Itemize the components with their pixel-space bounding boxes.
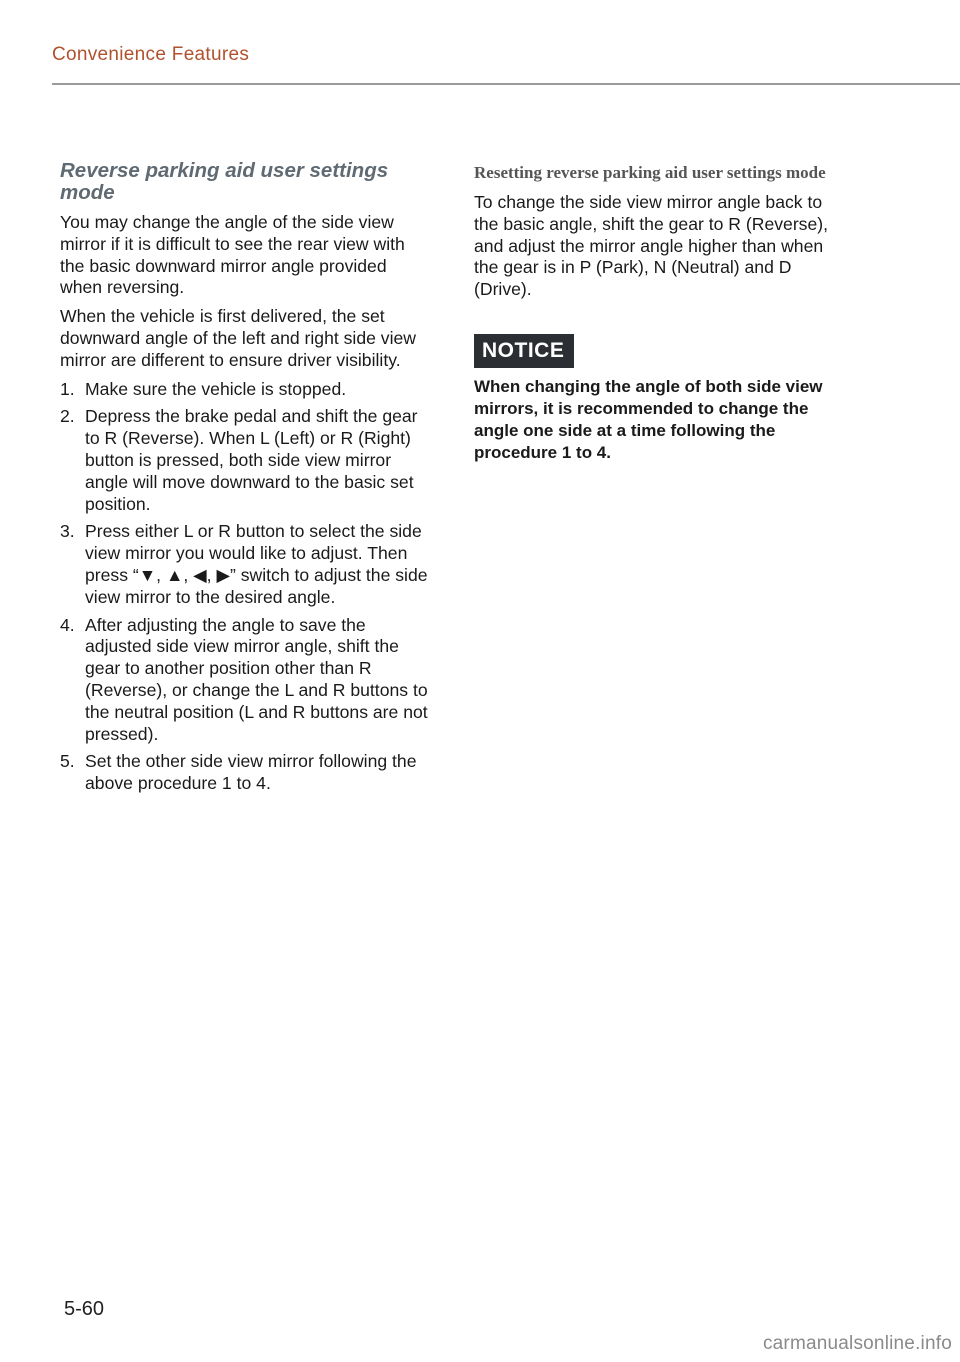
- notice-text: When changing the angle of both side view mirrors, it is recommended to change the angle one side at a time following the procedure 1 to 4.: [474, 376, 823, 462]
- section-header-title: Convenience Features: [52, 44, 250, 65]
- step-number: 3.: [60, 521, 75, 542]
- site-watermark: carmanualsonline.info: [762, 1333, 952, 1354]
- step-text: After adjusting the angle to save the adjusted side view mirror angle, shift the gear to another position other than R (Reverse), or change the L and R buttons to the neutral position (L and R buttons are not pressed).: [85, 614, 428, 744]
- procedure-step: [60, 521, 430, 608]
- procedure-steps-list: [60, 379, 430, 795]
- step-text: Press either L or R button to select the side view mirror you would like to adjust. Then press “▼, ▲, ◀, ▶” switch to adjust the side view mirror to the desired angle.: [85, 521, 428, 607]
- resetting-paragraph: To change the side view mirror angle back to the basic angle, shift the gear to R (Reverse), and adjust the mirror angle higher than when the gear is in P (Park), N (Neutral) and D (Drive).: [474, 192, 829, 300]
- page-number: 5-60: [64, 1298, 105, 1320]
- notice-label: NOTICE: [474, 334, 574, 368]
- step-number: 5.: [60, 751, 75, 772]
- step-text: Depress the brake pedal and shift the gear to R (Reverse). When L (Left) or R (Right) button is pressed, both side view mirror angle will move downward to the basic set position.: [85, 406, 418, 514]
- header-divider: [52, 83, 960, 85]
- intro-paragraph-2: When the vehicle is first delivered, the set downward angle of the left and right side view mirror are different to ensure driver visibility.: [60, 306, 416, 370]
- procedure-step: [60, 406, 430, 515]
- step-number: 1.: [60, 378, 75, 399]
- step-number: 4.: [60, 614, 75, 635]
- procedure-step: [60, 379, 430, 401]
- intro-paragraph-1: You may change the angle of the side view mirror if it is difficult to see the rear view with the basic downward mirror angle provided when reversing.: [60, 212, 405, 298]
- step-text: Set the other side view mirror following the above procedure 1 to 4.: [85, 751, 417, 794]
- reverse-parking-aid-heading: Reverse parking aid user settings mode: [60, 159, 389, 204]
- left-column: [60, 160, 430, 801]
- right-column: [474, 162, 846, 464]
- procedure-step: [60, 615, 430, 746]
- resetting-mode-heading: Resetting reverse parking aid user settings mode: [474, 163, 826, 182]
- step-text: Make sure the vehicle is stopped.: [85, 378, 347, 399]
- step-number: 2.: [60, 406, 75, 427]
- procedure-step: [60, 751, 430, 795]
